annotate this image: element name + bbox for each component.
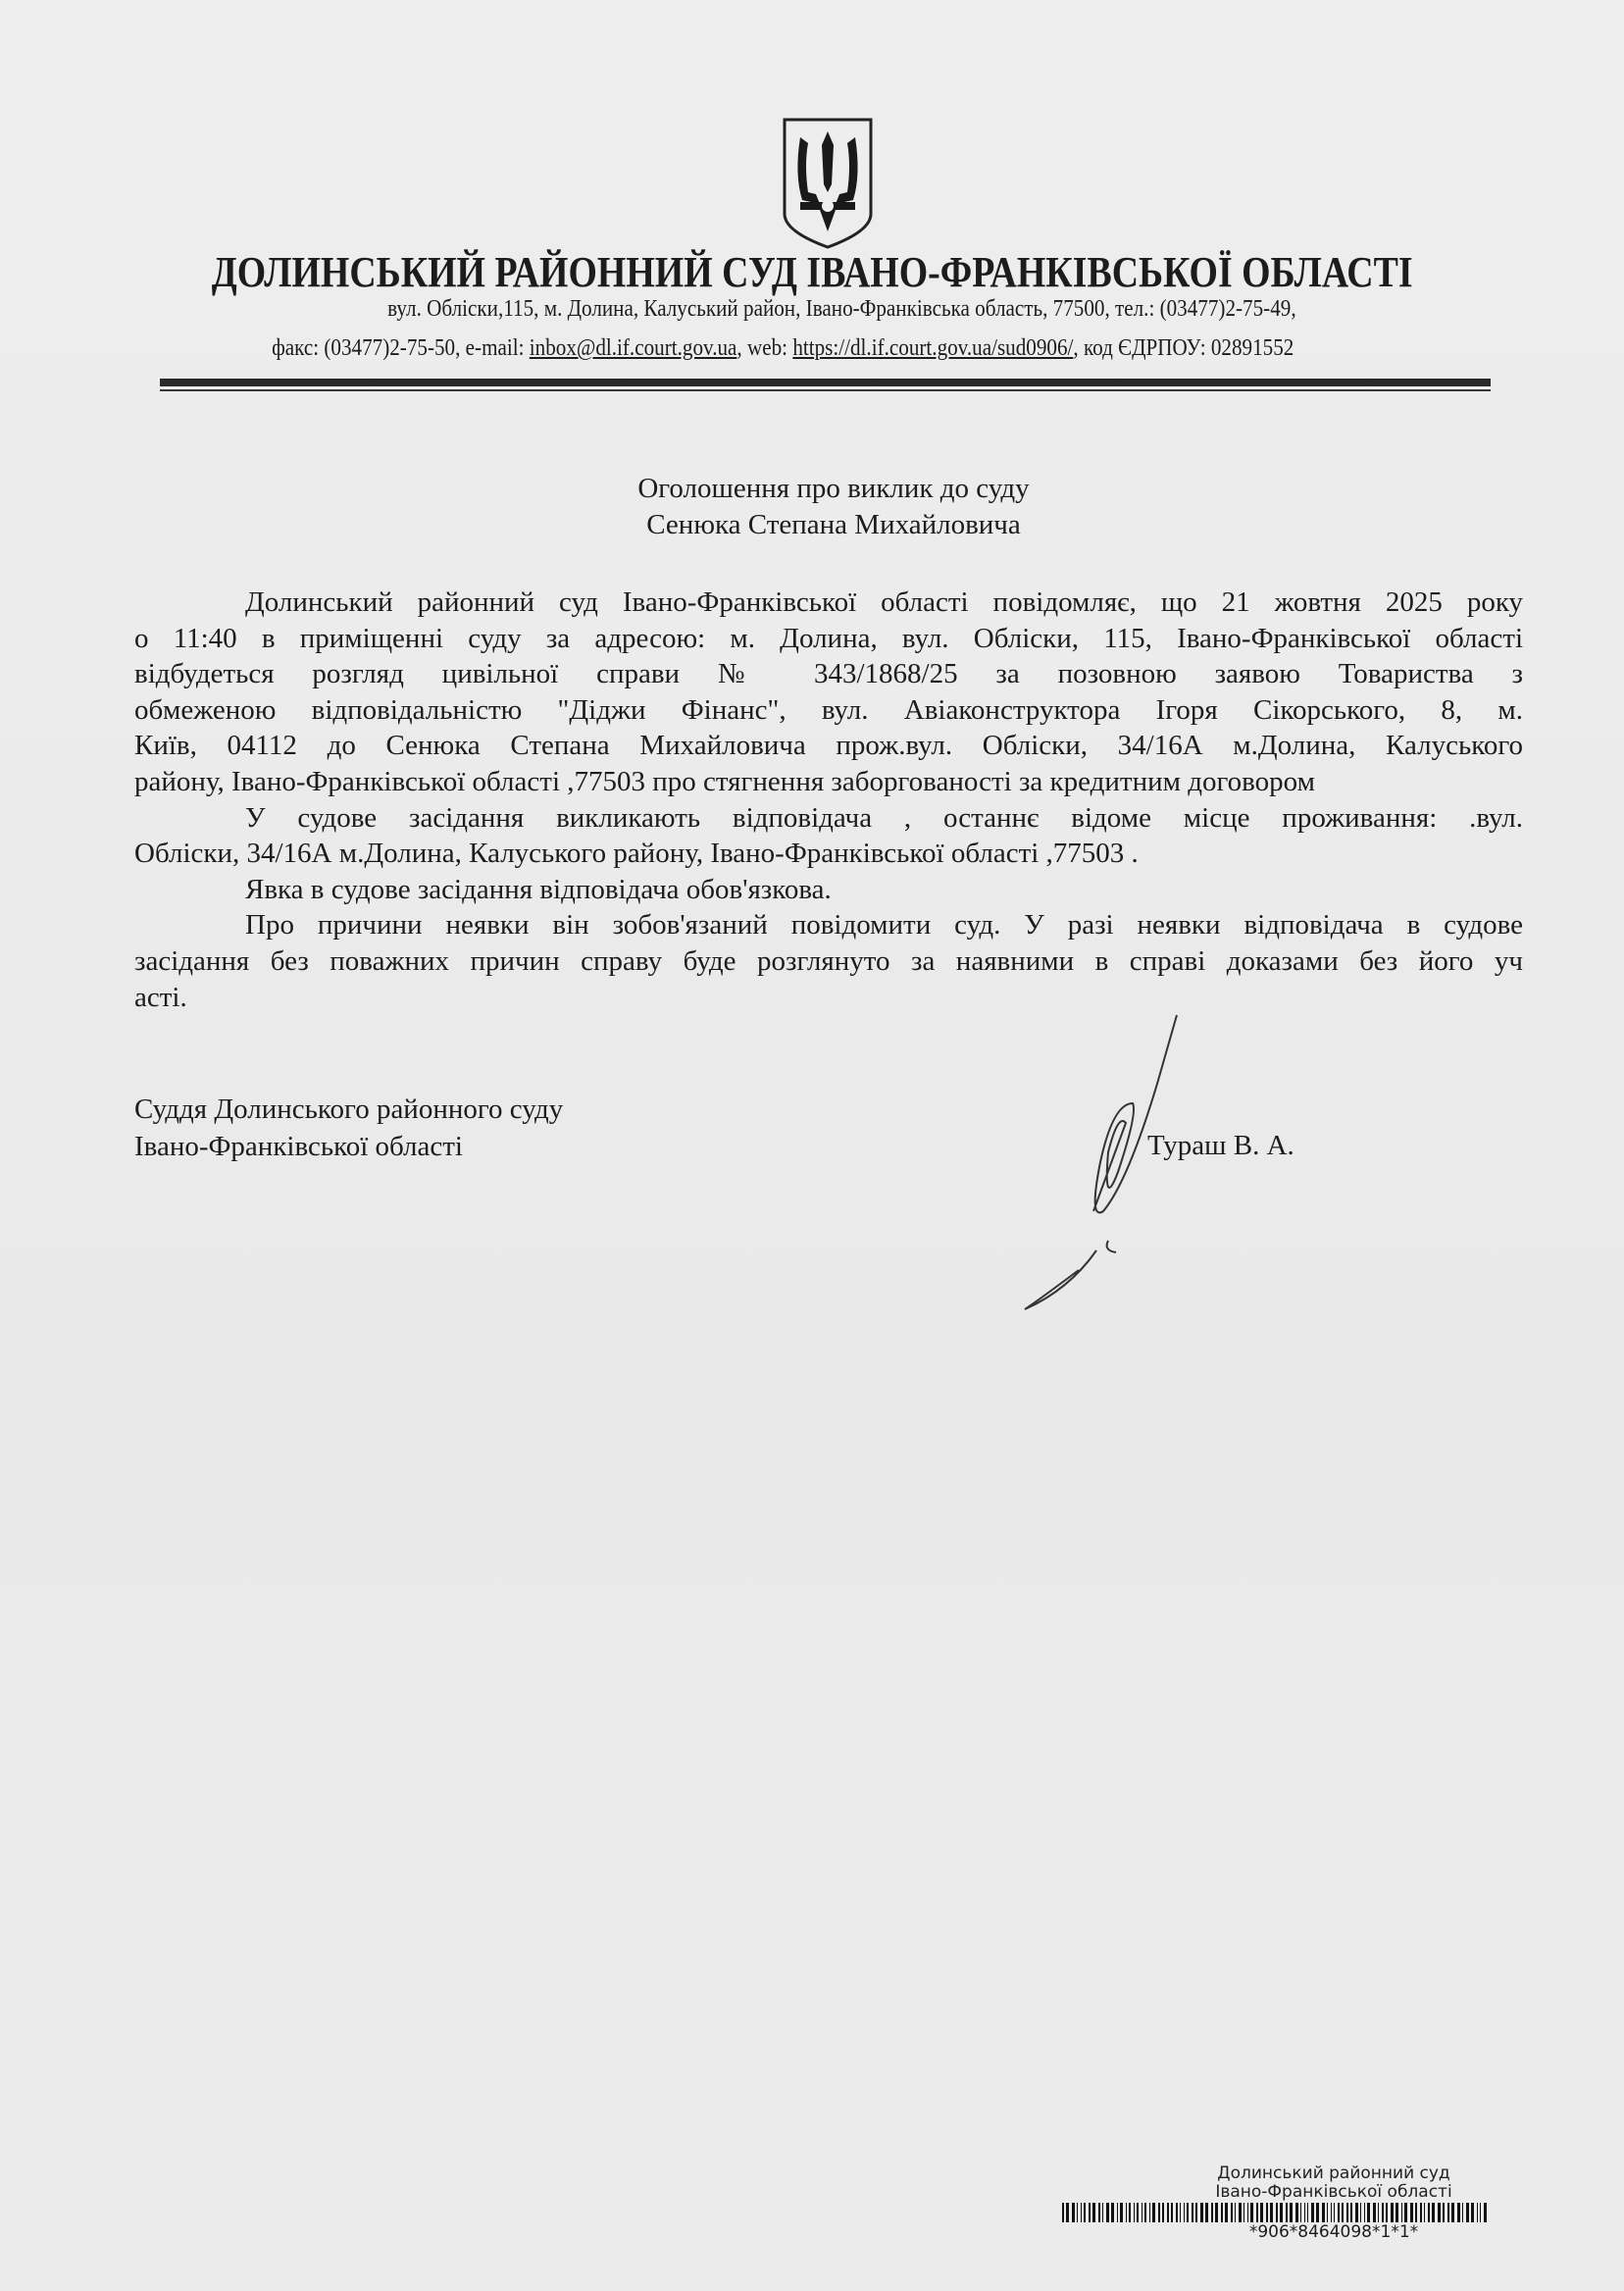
court-address: вул. Обліски,115, м. Долина, Калуський район, Івано-Франківська область, 77500, тел.: (03477)2-75-49,: [386, 296, 1296, 322]
paragraph-line: о 11:40 в приміщенні суду за адресою: м. Долина, вул. Обліски, 115, Івано-Франківської області: [134, 622, 1523, 654]
barcode-bar: [1331, 2203, 1332, 2222]
barcode-bar: [1211, 2203, 1213, 2222]
barcode-bar: [1378, 2203, 1379, 2222]
barcode-bar: [1221, 2203, 1223, 2222]
barcode-bar: [1256, 2203, 1258, 2222]
barcode: [1062, 2203, 1521, 2222]
barcode-bar: [1295, 2203, 1298, 2222]
barcode-bar: [1404, 2203, 1407, 2222]
barcode-bar: [1092, 2203, 1095, 2222]
barcode-bar: [1215, 2203, 1218, 2222]
barcode-bar: [1396, 2203, 1398, 2222]
barcode-bar: [1137, 2203, 1139, 2222]
paragraph-line: Долинський районний суд Івано-Франківської області повідомляє, що 21 жовтня 2025 року: [245, 586, 1523, 618]
barcode-bar: [1457, 2203, 1460, 2222]
web-label: , web:: [736, 335, 793, 361]
barcode-number: *906*8464098*1*1*: [1248, 2222, 1419, 2242]
barcode-bar: [1346, 2203, 1348, 2222]
barcode-bar: [1192, 2203, 1193, 2222]
barcode-bar: [1102, 2203, 1103, 2222]
court-contacts: [0, 335, 1595, 362]
footer-court-name: Долинський районний суд: [1217, 2164, 1450, 2183]
paragraph-line: У судове засідання викликають відповідача , останнє відоме місце проживання: .вул.: [245, 801, 1523, 834]
letterhead-divider-thick: [160, 379, 1491, 386]
barcode-bar: [1420, 2203, 1422, 2222]
barcode-bar: [1180, 2203, 1181, 2222]
barcode-bar: [1200, 2203, 1203, 2222]
barcode-bar: [1391, 2203, 1394, 2222]
barcode-bar: [1466, 2203, 1469, 2222]
fax-text: факс: (03477)2-75-50, e-mail:: [271, 335, 530, 361]
barcode-bar: [1162, 2203, 1164, 2222]
judge-title-line: Суддя Долинського районного суду: [134, 1094, 564, 1125]
barcode-bar: [1098, 2203, 1100, 2222]
barcode-bar: [1350, 2203, 1352, 2222]
barcode-bar: [1266, 2203, 1268, 2222]
barcode-bar: [1167, 2203, 1169, 2222]
barcode-bar: [1300, 2203, 1301, 2222]
barcode-bar: [1280, 2203, 1283, 2222]
barcode-bar: [1106, 2203, 1109, 2222]
judge-name: Тураш В. А.: [1147, 1130, 1294, 1161]
barcode-bar: [1084, 2203, 1086, 2222]
barcode-bar: [1276, 2203, 1278, 2222]
barcode-bar: [1447, 2203, 1449, 2222]
barcode-bar: [1304, 2203, 1305, 2222]
paragraph-line: засідання без поважних причин справу буде розглянуто за наявними в справі доказами без його уч: [134, 944, 1523, 977]
barcode-bar: [1239, 2203, 1242, 2222]
barcode-bar: [1424, 2203, 1425, 2222]
barcode-bar: [1205, 2203, 1208, 2222]
barcode-bar: [1484, 2203, 1487, 2222]
announcement-body: [134, 585, 1523, 1015]
barcode-bar: [1386, 2203, 1388, 2222]
barcode-bar: [1364, 2203, 1365, 2222]
judge-title: [134, 1091, 563, 1165]
barcode-bar: [1360, 2203, 1361, 2222]
barcode-bar: [1171, 2203, 1173, 2222]
paragraph-line: обмеженою відповідальністю "Діджи Фінанс", вул. Авіаконструктора Ігоря Сікорського, 8, м.: [134, 693, 1523, 726]
barcode-bar: [1149, 2203, 1150, 2222]
barcode-bar: [1443, 2203, 1445, 2222]
barcode-bar: [1322, 2203, 1325, 2222]
edrpou-code: , код ЄДРПОУ: 02891552: [1073, 335, 1294, 361]
letterhead-divider-thin: [160, 389, 1491, 391]
barcode-bar: [1066, 2203, 1069, 2222]
barcode-bar: [1187, 2203, 1189, 2222]
barcode-bar: [1342, 2203, 1344, 2222]
barcode-bar: [1144, 2203, 1146, 2222]
barcode-bar: [1438, 2203, 1441, 2222]
barcode-bar: [1373, 2203, 1376, 2222]
barcode-bar: [1270, 2203, 1273, 2222]
paragraph-line: асті.: [134, 981, 187, 1013]
barcode-bar: [1311, 2203, 1314, 2222]
court-name-title: ДОЛИНСЬКИЙ РАЙОННИЙ СУД ІВАНО-ФРАНКІВСЬКОЇ ОБЛАСТІ: [211, 248, 1413, 296]
paragraph-line: Явка в судове засідання відповідача обов'язкова.: [245, 873, 832, 905]
barcode-bar: [1462, 2203, 1463, 2222]
barcode-bar: [1260, 2203, 1263, 2222]
barcode-bar: [1401, 2203, 1402, 2222]
barcode-bar: [1129, 2203, 1131, 2222]
barcode-bar: [1290, 2203, 1293, 2222]
barcode-bar: [1382, 2203, 1384, 2222]
barcode-bar: [1158, 2203, 1160, 2222]
barcode-bar: [1072, 2203, 1075, 2222]
barcode-bar: [1176, 2203, 1178, 2222]
barcode-bar: [1307, 2203, 1308, 2222]
paragraph-line: району, Івано-Франківської області ,77503 про стягнення заборгованості за кредитним договором: [134, 765, 1315, 797]
barcode-bar: [1231, 2203, 1233, 2222]
barcode-bar: [1451, 2203, 1454, 2222]
barcode-bar: [1195, 2203, 1197, 2222]
paragraph-line: Про причини неявки він зобов'язаний повідомити суд. У разі неявки відповідача в судове: [245, 909, 1523, 942]
barcode-bar: [1152, 2203, 1155, 2222]
barcode-bar: [1316, 2203, 1319, 2222]
barcode-bar: [1235, 2203, 1236, 2222]
barcode-bar: [1247, 2203, 1248, 2222]
barcode-bar: [1062, 2203, 1064, 2222]
barcode-bar: [1117, 2203, 1118, 2222]
barcode-bar: [1355, 2203, 1358, 2222]
barcode-bar: [1126, 2203, 1127, 2222]
barcode-bar: [1250, 2203, 1253, 2222]
barcode-bar: [1480, 2203, 1481, 2222]
barcode-bar: [1286, 2203, 1288, 2222]
barcode-bar: [1120, 2203, 1123, 2222]
paragraph-line: Обліски, 34/16А м.Долина, Калуського району, Івано-Франківської області ,77503 .: [134, 838, 1139, 870]
barcode-bar: [1367, 2203, 1370, 2222]
barcode-bar: [1410, 2203, 1413, 2222]
website-link[interactable]: https://dl.if.court.gov.ua/sud0906/: [792, 335, 1074, 361]
barcode-bar: [1477, 2203, 1478, 2222]
barcode-bar: [1334, 2203, 1335, 2222]
barcode-bar: [1338, 2203, 1340, 2222]
barcode-bar: [1415, 2203, 1417, 2222]
barcode-bar: [1428, 2203, 1430, 2222]
barcode-bar: [1243, 2203, 1244, 2222]
barcode-bar: [1432, 2203, 1435, 2222]
judge-title-line: Івано-Франківської області: [134, 1131, 463, 1162]
email-link[interactable]: inbox@dl.if.court.gov.ua: [529, 335, 737, 361]
announcement-heading: Оголошення про виклик до суду: [637, 473, 1030, 504]
barcode-bar: [1081, 2203, 1082, 2222]
barcode-bar: [1184, 2203, 1185, 2222]
coat-of-arms-icon: [781, 116, 875, 249]
barcode-bar: [1111, 2203, 1114, 2222]
paragraph-line: Київ, 04112 до Сенюка Степана Михайловича прож.вул. Обліски, 34/16А м.Долина, Калуського: [134, 730, 1523, 762]
barcode-bar: [1089, 2203, 1091, 2222]
barcode-bar: [1471, 2203, 1474, 2222]
handwritten-signature: [1010, 1005, 1206, 1319]
paragraph-line: відбудеться розгляд цивільної справи № 343/1868/25 за позовною заявою Товариства з: [134, 658, 1523, 690]
announcement-subject: Сенюка Степана Михайловича: [646, 509, 1021, 540]
barcode-bar: [1077, 2203, 1078, 2222]
barcode-bar: [1225, 2203, 1228, 2222]
barcode-bar: [1134, 2203, 1135, 2222]
footer-court-region: Івано-Франківської області: [1215, 2182, 1452, 2202]
barcode-bar: [1327, 2203, 1328, 2222]
